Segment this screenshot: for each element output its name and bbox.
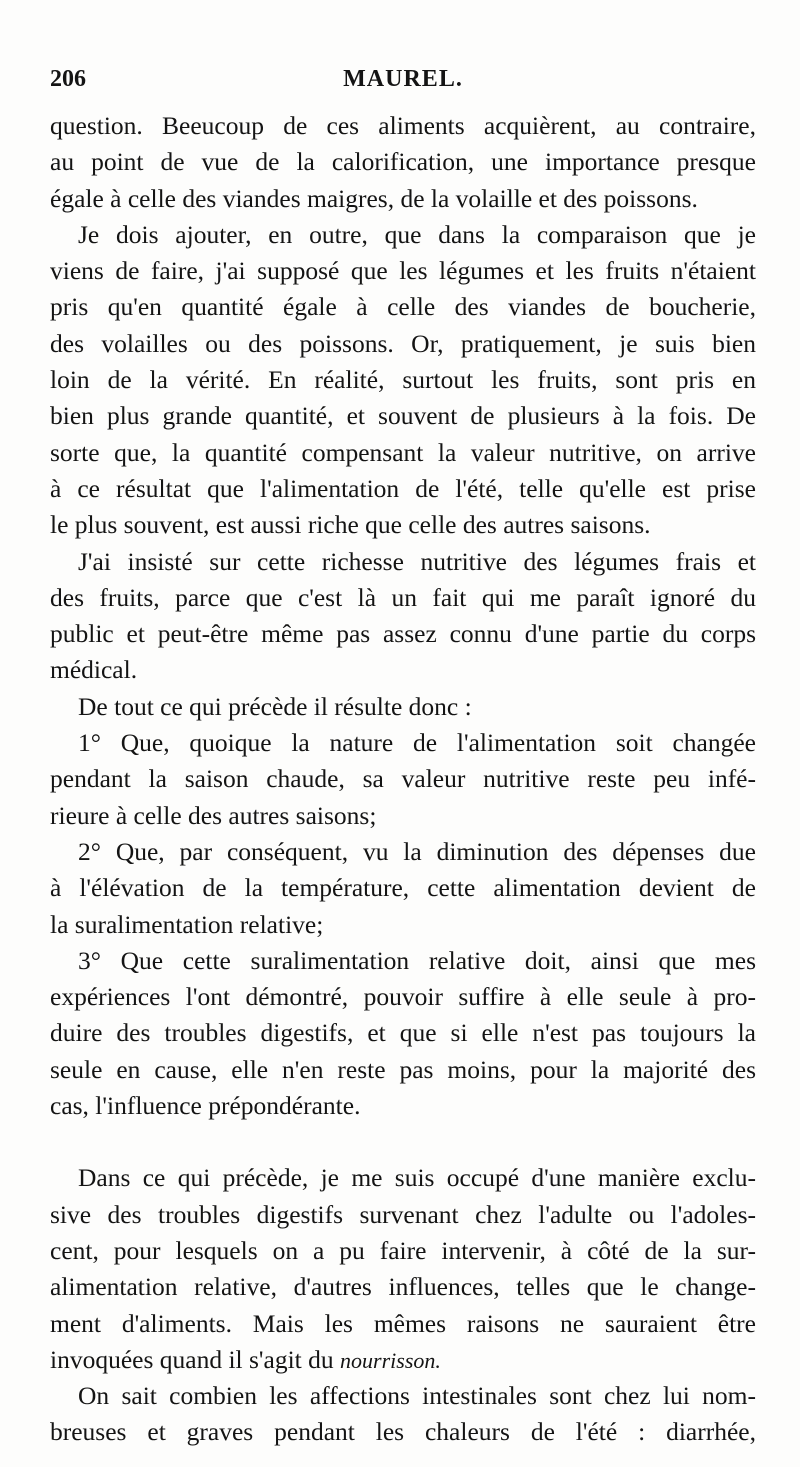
text-line: cent, pour lesquels on a pu faire intervenir, à côté de la sur- xyxy=(50,1235,756,1265)
text-line: De tout ce qui précède il résulte donc : xyxy=(78,691,472,721)
text-line: le plus souvent, est aussi riche que celle des autres saisons. xyxy=(50,510,651,540)
paragraph xyxy=(50,544,756,689)
text-line: ment d'aliments. Mais les mêmes raisons ne sauraient être xyxy=(50,1308,756,1338)
text-line: loin de la vérité. En réalité, surtout les fruits, sont pris en xyxy=(50,365,756,395)
text-line: Je dois ajouter, en outre, que dans la comparaison que je xyxy=(78,219,756,249)
text-line: question. Beeucoup de ces aliments acquièrent, au contraire, xyxy=(50,111,756,140)
page-header xyxy=(50,66,756,102)
text-line: Dans ce qui précède, je me suis occupé d'une manière exclu- xyxy=(78,1163,756,1193)
text-line: 3° Que cette suralimentation relative doit, ainsi que mes xyxy=(78,945,756,975)
section-break xyxy=(50,1124,756,1160)
paragraph xyxy=(50,943,756,1124)
text-line: 1° Que, quoique la nature de l'alimentation soit changée xyxy=(78,728,756,758)
page-number: 206 xyxy=(50,66,86,92)
text-line: pendant la saison chaude, sa valeur nutritive reste peu infé- xyxy=(50,764,756,794)
text-line xyxy=(50,1342,756,1378)
paragraph xyxy=(50,725,756,834)
text-line: au point de vue de la calorification, une importance presque xyxy=(50,147,756,177)
text-line: à ce résultat que l'alimentation de l'été, telle qu'elle est prise xyxy=(50,473,756,503)
paragraph xyxy=(50,689,756,725)
text-line: alimentation relative, d'autres influences, telles que le change- xyxy=(50,1272,756,1302)
italic-term: nourrisson. xyxy=(340,1347,441,1373)
text-line: On sait combien les affections intestinales sont chez lui nom- xyxy=(78,1381,756,1411)
page-body xyxy=(50,108,756,1451)
paragraph xyxy=(50,1378,756,1451)
text-line: sive des troubles digestifs survenant chez l'adulte ou l'adoles- xyxy=(50,1199,756,1229)
text-line: des volailles ou des poissons. Or, pratiquement, je suis bien xyxy=(50,328,756,358)
text-line: J'ai insisté sur cette richesse nutritive des légumes frais et xyxy=(78,546,756,576)
text-line: bien plus grande quantité, et souvent de plusieurs à la fois. De xyxy=(50,401,756,431)
text-line: rieure à celle des autres saisons; xyxy=(50,800,377,830)
text-line: égale à celle des viandes maigres, de la volaille et des poissons. xyxy=(50,183,698,213)
text-line: sorte que, la quantité compensant la valeur nutritive, on arrive xyxy=(50,437,756,467)
text-line: duire des troubles digestifs, et que si elle n'est pas toujours la xyxy=(50,1018,756,1048)
text-line: des fruits, parce que c'est là un fait qui me paraît ignoré du xyxy=(50,582,756,612)
text-line: expériences l'ont démontré, pouvoir suffire à elle seule à pro- xyxy=(50,982,756,1012)
text-line: 2° Que, par conséquent, vu la diminution des dépenses due xyxy=(78,836,756,866)
text-line: breuses et graves pendant les chaleurs de l'été : diarrhée, xyxy=(50,1417,756,1447)
text-line: à l'élévation de la température, cette alimentation devient de xyxy=(50,873,756,903)
text-line: public et peut-être même pas assez connu d'une partie du corps xyxy=(50,619,756,649)
text-line: pris qu'en quantité égale à celle des viandes de boucherie, xyxy=(50,292,756,322)
text-line: médical. xyxy=(50,655,138,685)
text-line: viens de faire, j'ai supposé que les légumes et les fruits n'étaient xyxy=(50,256,756,286)
paragraph xyxy=(50,834,756,943)
text-span: invoquées quand il s'agit du xyxy=(50,1344,341,1374)
running-head: MAUREL. xyxy=(343,66,463,92)
paragraph xyxy=(50,1160,756,1378)
text-line: seule en cause, elle n'en reste pas moins, pour la majorité des xyxy=(50,1054,756,1084)
paragraph xyxy=(50,217,756,544)
paragraph xyxy=(50,108,756,217)
text-line: cas, l'influence prépondérante. xyxy=(50,1091,361,1121)
text-line: la suralimentation relative; xyxy=(50,909,324,939)
